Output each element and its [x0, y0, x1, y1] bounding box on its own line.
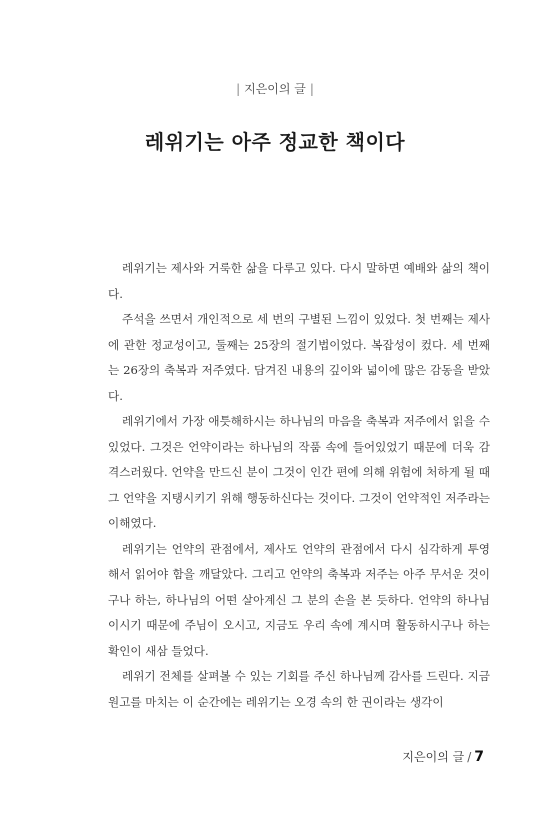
section-label-bar-left: | [236, 82, 241, 96]
running-head: 지은이의 글 [402, 750, 465, 764]
section-label-text: 지은이의 글 [244, 82, 306, 96]
page-number: 7 [474, 749, 484, 765]
page-footer [402, 748, 484, 765]
paragraph: 레위기는 언약의 관점에서, 제사도 언약의 관점에서 다시 심각하게 투영해서 읽어야 함을 깨달았다. 그리고 언약의 축복과 저주는 아주 무서운 것이구나 하는, 하나님의 어떤 살아계신 그 분의 손을 본 듯하다. 언약의 하나님이시기 때문에 주님이 오시고, 지금도 우리 속에 계시며 활동하시구나 하는 확인이 새삼 들었다. [108, 541, 490, 658]
section-label-bar-right: | [309, 82, 314, 96]
chapter-title: 레위기는 아주 정교한 책이다 [144, 130, 406, 154]
section-label [0, 80, 550, 97]
body-text [108, 256, 490, 715]
paragraph: 주석을 쓰면서 개인적으로 세 번의 구별된 느낌이 있었다. 첫 번째는 제사에 관한 정교성이고, 둘째는 25장의 절기법이었다. 복잡성이 컸다. 세 번째는 26장의 축복과 저주였다. 담겨진 내용의 깊이와 넓이에 많은 감동을 받았다. [108, 312, 490, 403]
footer-separator: / [467, 750, 472, 764]
paragraph: 레위기 전체를 살펴볼 수 있는 기회를 주신 하나님께 감사를 드린다. 지금 원고를 마치는 이 순간에는 레위기는 오경 속의 한 권이라는 생각이 [108, 669, 490, 709]
paragraph: 레위기는 제사와 거룩한 삶을 다루고 있다. 다시 말하면 예배와 삶의 책이다. [108, 261, 490, 301]
paragraph: 레위기에서 가장 애틋해하시는 하나님의 마음을 축복과 저주에서 읽을 수 있었다. 그것은 언약이라는 하나님의 작품 속에 들어있었기 때문에 더욱 감격스러웠다. 언약을 만드신 분이 그것이 인간 편에 의해 위험에 처하게 될 때 그 언약을 지탱시키기 위해 행동하신다는 것이다. 그것이 언약적인 저주라는 이해였다. [108, 414, 490, 530]
